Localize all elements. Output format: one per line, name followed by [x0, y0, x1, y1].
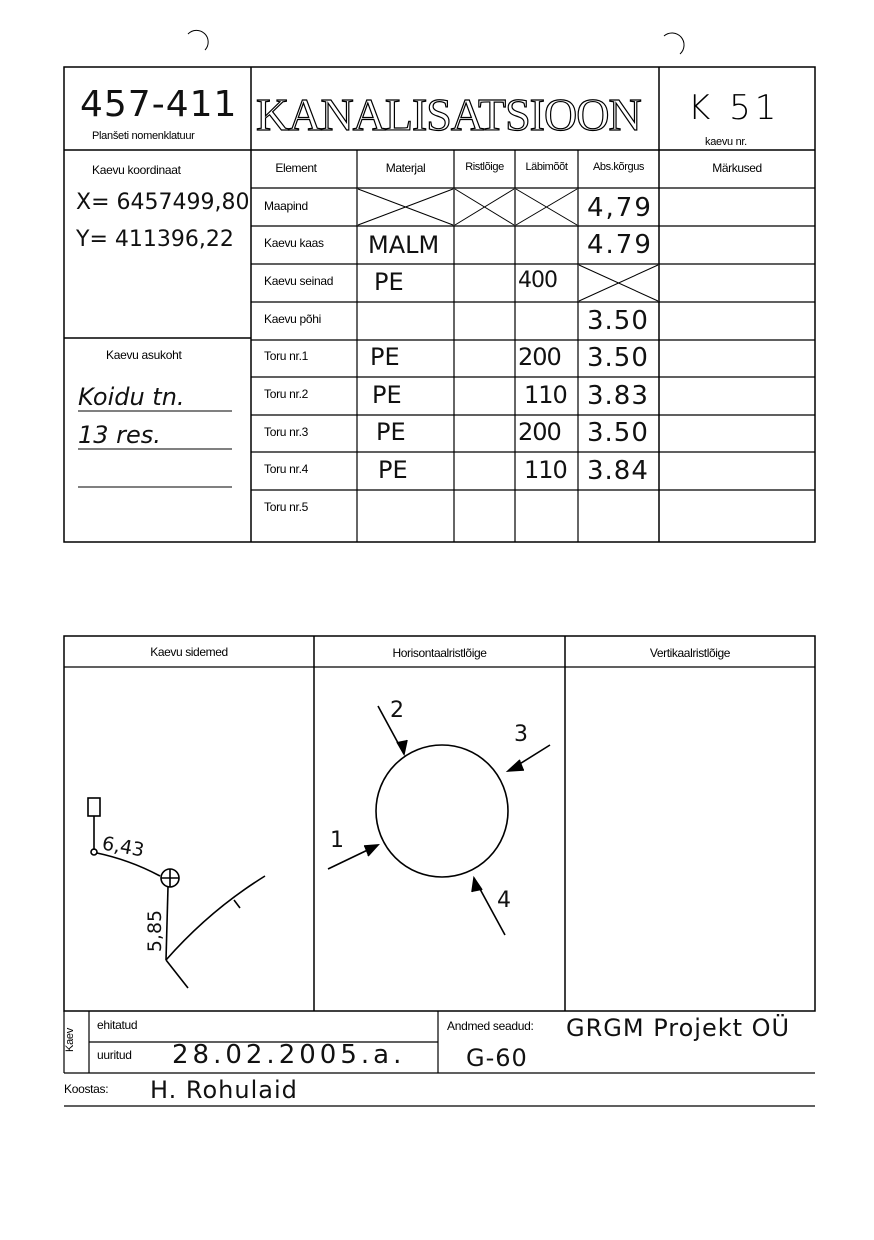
location-line2: 13 res.: [78, 421, 161, 449]
andmed-value: GRGM Projekt OÜ: [566, 1014, 791, 1042]
col-ties: Kaevu sidemed: [150, 645, 228, 659]
row-height: 3.50: [587, 343, 649, 373]
row-height: 4,79: [587, 193, 653, 223]
row-material: PE: [378, 456, 408, 484]
koostas-value: H. Rohulaid: [150, 1076, 298, 1104]
page-title: KANALISATSIOON: [256, 89, 641, 140]
row-element: Toru nr.1: [264, 349, 308, 363]
row-height: 3.50: [587, 418, 649, 448]
tie-sketch: [88, 798, 265, 988]
coord-y: Y= 411396,22: [76, 227, 234, 252]
header-notes: Märkused: [712, 161, 762, 175]
pipe-label-1: 1: [330, 828, 344, 853]
header-diameter: Läbimõõt: [525, 161, 568, 173]
col-vertical: Vertikaalristlõige: [649, 646, 731, 660]
row-element: Kaevu seinad: [264, 274, 334, 288]
well-label: kaevu nr.: [705, 136, 747, 148]
uuritud-value: 28.02.2005.a.: [172, 1040, 406, 1070]
tie-distance-1: 6,43: [100, 832, 146, 862]
coord-x: X= 6457499,80: [76, 190, 250, 215]
punch-hole-left: [188, 30, 208, 50]
row-material: MALM: [368, 231, 440, 259]
row-element: Toru nr.5: [264, 500, 308, 514]
sheet-label: Planšeti nomenklatuur: [92, 130, 195, 142]
col-horizontal: Horisontaalristlõige: [392, 646, 487, 660]
well-circle: [376, 745, 508, 877]
row-element: Toru nr.4: [264, 462, 308, 476]
row-height: 4.79: [587, 230, 653, 260]
sheet-number: 457-411: [80, 84, 238, 125]
coords-label: Kaevu koordinaat: [92, 163, 181, 177]
row-element: Toru nr.3: [264, 425, 308, 439]
row-size: 200: [518, 343, 561, 371]
kaev-label: Kaev: [63, 1028, 76, 1052]
row-size: 400: [518, 268, 557, 293]
koostas-label: Koostas:: [64, 1082, 109, 1096]
andmed-value-2: G-60: [466, 1044, 528, 1072]
punch-hole-right: [664, 33, 684, 54]
row-height: 3.84: [587, 456, 649, 486]
row-height: 3.83: [587, 381, 649, 411]
row-height: 3.50: [587, 306, 649, 336]
location-line1: Koidu tn.: [78, 383, 185, 411]
row-material: PE: [376, 418, 406, 446]
ehitatud-label: ehitatud: [97, 1018, 138, 1032]
header-element: Element: [275, 161, 317, 175]
pipe-label-4: 4: [497, 888, 511, 913]
row-size: 110: [524, 456, 567, 484]
header-abs-height: Abs.kõrgus: [592, 161, 645, 173]
header-material: Materjal: [385, 161, 426, 175]
well-id: K 51: [688, 88, 781, 128]
row-element: Kaevu kaas: [264, 236, 324, 250]
uuritud-label: uuritud: [97, 1048, 132, 1062]
row-material: PE: [374, 268, 404, 296]
tie-distance-2: 5,85: [144, 909, 167, 953]
andmed-label: Andmed seadud:: [447, 1019, 534, 1033]
pipe-label-3: 3: [514, 722, 528, 747]
header-cross-section: Ristlõige: [465, 161, 504, 173]
row-element: Toru nr.2: [264, 387, 308, 401]
row-size: 200: [518, 418, 561, 446]
row-material: PE: [370, 343, 400, 371]
bottom-table-border: [64, 636, 815, 1011]
row-size: 110: [524, 381, 567, 409]
location-label: Kaevu asukoht: [106, 348, 182, 362]
row-material: PE: [372, 381, 402, 409]
pipe-label-2: 2: [390, 698, 404, 723]
row-element: Kaevu põhi: [264, 312, 322, 326]
row-element: Maapind: [264, 199, 308, 213]
